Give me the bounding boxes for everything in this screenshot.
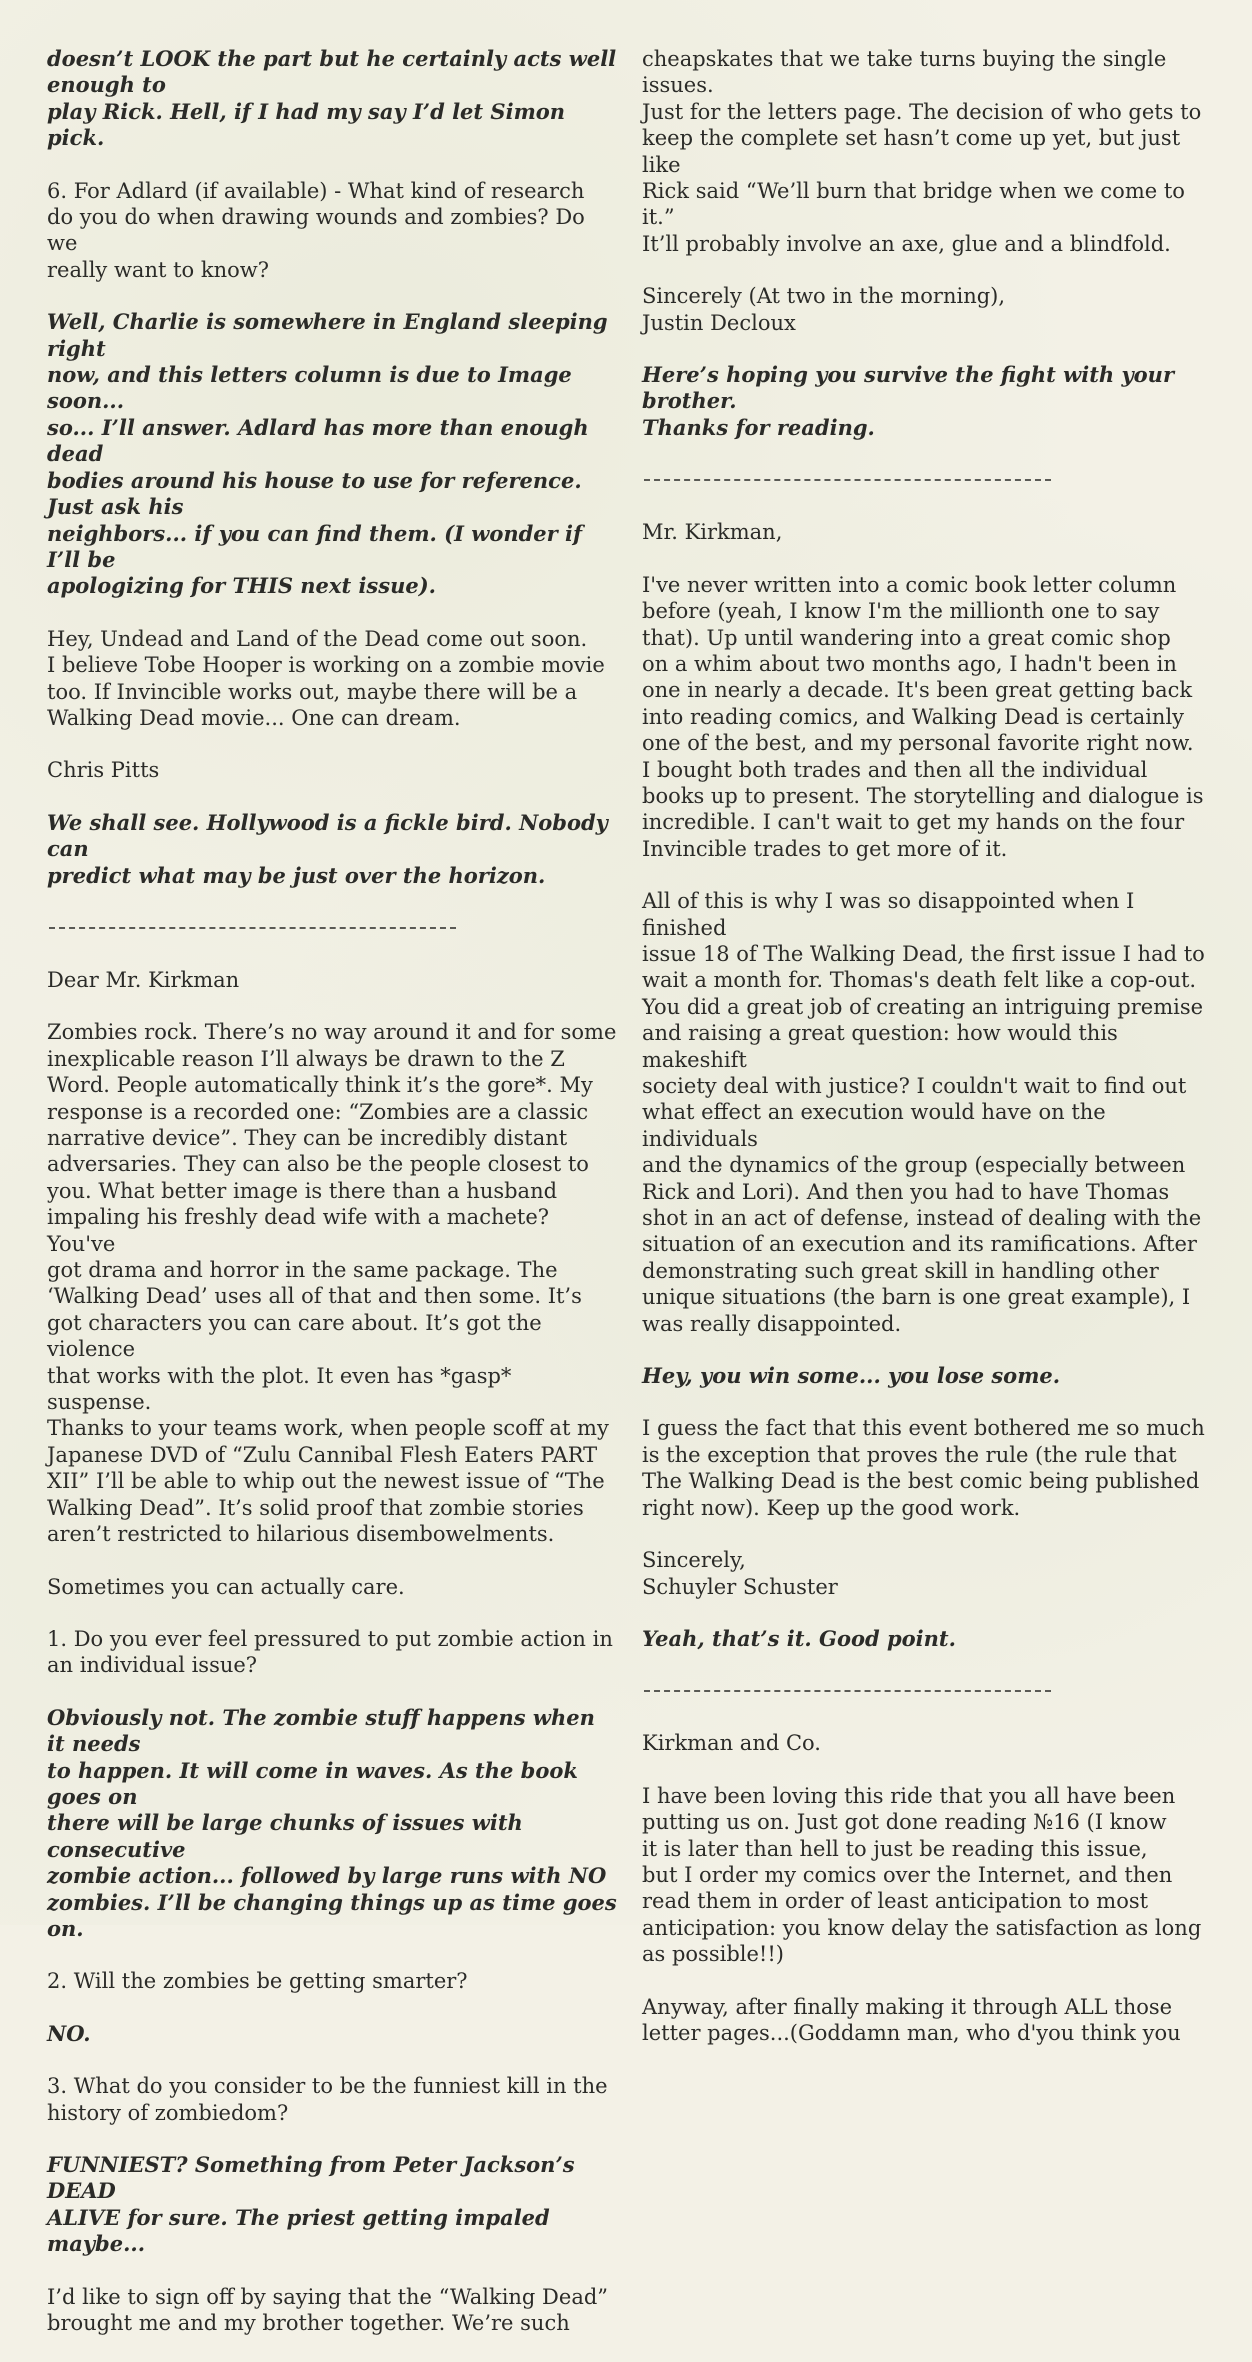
letter-paragraph: Chris Pitts (47, 758, 160, 783)
letter-paragraph: I’d like to sign off by saying that the “Walking Dead” brought me and my brother together. We’re such (47, 2284, 609, 2336)
editor-reply: doesn’t LOOK the part but he certainly acts well enough to play Rick. Hell, if I had my say I’d let Simon pick. (47, 46, 617, 151)
letter-paragraph: Zombies rock. There’s no way around it and for some inexplicable reason I’ll always be drawn to the Z Word. People automatically think it’s the gore*. My response is a recorded one: “Zombies are a classic narrative device”. They can be incredibly distant adversaries. They can also be the people closest to you. What better image is there than a husband impaling his freshly dead wife with a machete? You've got drama and horror in the same package. The ‘Walking Dead’ uses all of that and then some. It’s got characters you can care about. It’s got the violence that works with the plot. It even has *gasp* suspense. Thanks to your teams work, when people scoff at my Japanese DVD of “Zulu Cannibal Flesh Eaters PART XII” I’ll be able to whip out the newest issue of “The Walking Dead”. It’s solid proof that zombie stories aren’t restricted to hilarious disembowelments. (47, 1020, 617, 1547)
section-divider (642, 467, 1212, 493)
letter-paragraph: 3. What do you consider to be the funniest kill in the history of zombiedom? (47, 2074, 608, 2125)
letter-paragraph: All of this is why I was so disappointed when I finished issue 18 of The Walking Dead, the first issue I had to wait a month for. Thomas's death felt like a cop-out. You did a great job of creating an intriguing premise and raising a great question: how would this makeshift society deal with justice? I couldn't wait to find out what effect an execution would have on the individuals and the dynamics of the group (especially between Rick and Lori). And then you had to have Thomas shot in an act of defense, instead of dealing with the situation of an execution and its ramifications. After demonstrating such great skill in handling other unique situations (the barn is one great example), I was really disappointed. (642, 889, 1205, 1336)
letter-paragraph: Sometimes you can actually care. (47, 1574, 405, 1599)
letter-paragraph: Anyway, after finally making it through ALL those letter pages...(Goddamn man, who d'you think you (642, 1994, 1181, 2045)
section-divider (47, 915, 617, 941)
letter-paragraph: Hey, Undead and Land of the Dead come out soon. I believe Tobe Hooper is working on a zombie movie too. If Invincible works out, maybe there will be a Walking Dead movie... One can dream. (47, 626, 605, 730)
editor-reply: Hey, you win some... you lose some. (642, 1363, 1061, 1389)
left-column (47, 46, 617, 2362)
editor-reply: Well, Charlie is somewhere in England sleeping right now, and this letters column is due to Image soon... so... I’ll answer. Adlard has more than enough dead bodies around his house to use for reference. Just ask his neighbors... if you can find them. (I wonder if I’ll be apologizing for THIS next issue). (47, 309, 608, 599)
letter-paragraph: I guess the fact that this event bothered me so much is the exception that proves the rule (the rule that The Walking Dead is the best comic being published right now). Keep up the good work. (642, 1416, 1205, 1520)
section-divider (642, 1678, 1212, 1704)
editor-reply: We shall see. Hollywood is a fickle bird. Nobody can predict what may be just over the horizon. (47, 809, 608, 888)
letter-paragraph: 6. For Adlard (if available) - What kind of research do you do when drawing wounds and zombies? Do we really want to know? (47, 178, 585, 282)
letter-paragraph: I've never written into a comic book letter column before (yeah, I know I'm the millionth one to say that). Up until wandering into a great comic shop on a whim about two months ago, I hadn't been in one in nearly a decade. It's been great getting back into reading comics, and Walking Dead is certainly one of the best, and my personal favorite right now. I bought both trades and then all the individual books up to present. The storytelling and dialogue is incredible. I can't wait to get my hands on the four Invincible trades to get more of it. (642, 572, 1204, 861)
editor-reply: Yeah, that’s it. Good point. (642, 1625, 956, 1651)
letter-paragraph: Sincerely (At two in the morning), Justin Decloux (642, 284, 1006, 335)
letter-paragraph: Sincerely, Schuyler Schuster (642, 1548, 838, 1599)
editor-reply: FUNNIEST? Something from Peter Jackson’s DEAD ALIVE for sure. The priest getting impaled maybe... (47, 2152, 575, 2257)
letter-paragraph: 2. Will the zombies be getting smarter? (47, 1969, 468, 1994)
right-column (642, 46, 1212, 2072)
letter-paragraph: 1. Do you ever feel pressured to put zombie action in an individual issue? (47, 1626, 613, 1678)
editor-reply: Obviously not. The zombie stuff happens when it needs to happen. It will come in waves. As the book goes on there will be large chunks of issues with consecutive zombie action... followed by large runs with NO zombies. I’ll be changing things up as time goes on. (47, 1704, 617, 1941)
letter-paragraph: Mr. Kirkman, (642, 520, 783, 545)
editor-reply: Here’s hoping you survive the fight with your brother. Thanks for reading. (642, 362, 1175, 440)
letter-paragraph: Dear Mr. Kirkman (47, 967, 240, 992)
letter-paragraph: Kirkman and Co. (642, 1731, 821, 1756)
editor-reply: NO. (47, 2020, 91, 2046)
letter-paragraph: I have been loving this ride that you all have been putting us on. Just got done reading №16 (I know it is later than hell to just be reading this issue, but I order my comics over the Internet, and then read them in order of least anticipation to most anticipation: you know delay the satisfaction as long as possible!!) (642, 1783, 1202, 1967)
letter-paragraph: cheapskates that we take turns buying the single issues. Just for the letters page. The decision of who gets to keep the complete set hasn’t come up yet, but just like Rick said “We’ll burn that bridge when we come to it.” It’ll probably involve an axe, glue and a blindfold. (642, 47, 1202, 256)
